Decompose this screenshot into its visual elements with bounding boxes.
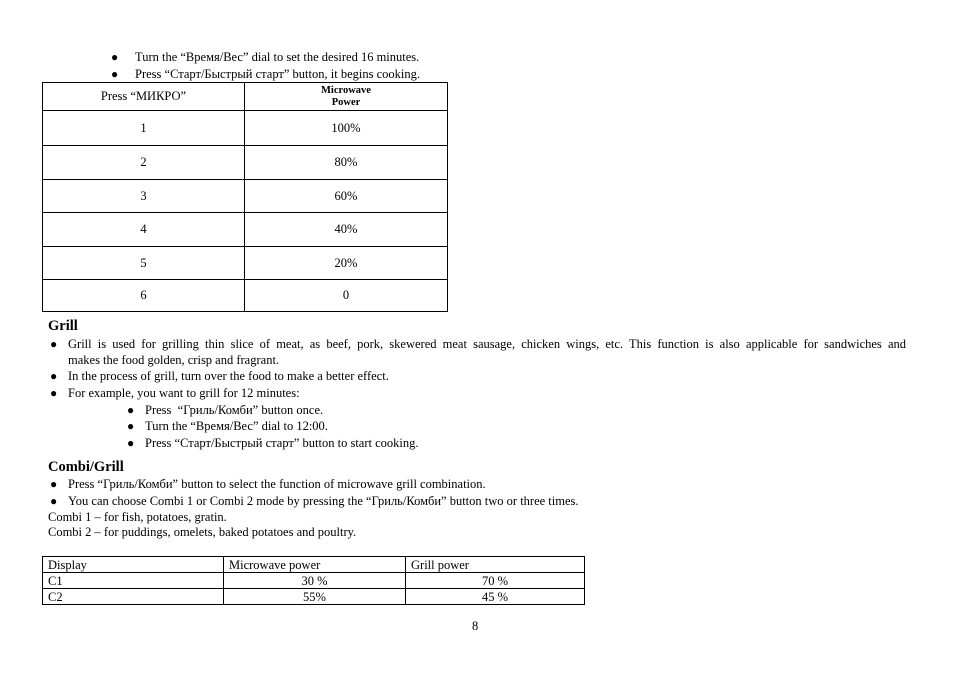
press-count-cell: 2 bbox=[43, 146, 245, 180]
press-count-cell: 5 bbox=[43, 247, 245, 280]
power-cell: 0 bbox=[245, 280, 448, 312]
header-display: Display bbox=[43, 557, 224, 573]
power-cell: 100% bbox=[245, 111, 448, 146]
grill-power-cell: 45 % bbox=[406, 589, 585, 605]
bullet-dot: ● bbox=[50, 337, 58, 351]
grill-bullet-1-line-2: makes the food golden, crisp and fragrant. bbox=[68, 353, 280, 367]
bullet-dot: ● bbox=[111, 67, 119, 81]
grill-bullet-3: For example, you want to grill for 12 minutes: bbox=[68, 386, 300, 400]
table-row bbox=[43, 589, 585, 605]
intro-bullet-1: Turn the “Время/Вес” dial to set the desired 16 minutes. bbox=[135, 50, 420, 64]
combi-2-description: Combi 2 – for puddings, omelets, baked potatoes and poultry. bbox=[48, 525, 357, 539]
microwave-power-table bbox=[42, 82, 448, 312]
header-microwave-power: Microwave power bbox=[224, 557, 406, 573]
header-press-micro: Press “МИКРО” bbox=[43, 83, 245, 111]
table-header-row bbox=[43, 557, 585, 573]
table-row bbox=[43, 146, 448, 180]
display-cell: C1 bbox=[43, 573, 224, 589]
table-row bbox=[43, 247, 448, 280]
page-number: 8 bbox=[472, 619, 479, 633]
press-count-cell: 6 bbox=[43, 280, 245, 312]
intro-bullet-2: Press “Старт/Быстрый старт” button, it begins cooking. bbox=[135, 67, 420, 81]
power-cell: 40% bbox=[245, 213, 448, 247]
bullet-dot: ● bbox=[50, 494, 58, 508]
grill-power-cell: 70 % bbox=[406, 573, 585, 589]
microwave-power-cell: 55% bbox=[224, 589, 406, 605]
grill-bullet-2: In the process of grill, turn over the food to make a better effect. bbox=[68, 369, 389, 383]
power-cell: 20% bbox=[245, 247, 448, 280]
bullet-dot: ● bbox=[127, 436, 135, 450]
header-power-label: Power bbox=[331, 96, 361, 108]
table-row bbox=[43, 573, 585, 589]
bullet-dot: ● bbox=[111, 50, 119, 64]
combi-bullet-2: You can choose Combi 1 or Combi 2 mode by pressing the “Гриль/Комби” button two or three times. bbox=[68, 494, 579, 508]
header-microwave-power bbox=[245, 83, 448, 111]
grill-heading: Grill bbox=[48, 318, 78, 334]
table-row bbox=[43, 213, 448, 247]
table-header-row bbox=[43, 83, 448, 111]
bullet-dot: ● bbox=[50, 477, 58, 491]
header-grill-power: Grill power bbox=[406, 557, 585, 573]
table-row bbox=[43, 180, 448, 213]
microwave-power-cell: 30 % bbox=[224, 573, 406, 589]
press-count-cell: 4 bbox=[43, 213, 245, 247]
combi-bullet-1: Press “Гриль/Комби” button to select the function of microwave grill combination. bbox=[68, 477, 486, 491]
combi-1-description: Combi 1 – for fish, potatoes, gratin. bbox=[48, 510, 227, 524]
press-count-cell: 1 bbox=[43, 111, 245, 146]
bullet-dot: ● bbox=[127, 419, 135, 433]
combi-power-table bbox=[42, 556, 585, 605]
press-count-cell: 3 bbox=[43, 180, 245, 213]
grill-step-2: Turn the “Время/Вес” dial to 12:00. bbox=[145, 419, 328, 433]
bullet-dot: ● bbox=[50, 369, 58, 383]
grill-bullet-1-line-1: Grill is used for grilling thin slice of meat, as beef, pork, skewered meat sausage, chicken wings, etc. This function is also applicable for sandwiches and bbox=[68, 337, 906, 351]
table-row bbox=[43, 280, 448, 312]
display-cell: C2 bbox=[43, 589, 224, 605]
header-microwave-label: Microwave bbox=[321, 84, 371, 96]
table-row bbox=[43, 111, 448, 146]
combi-grill-heading: Combi/Grill bbox=[48, 459, 124, 475]
power-cell: 80% bbox=[245, 146, 448, 180]
grill-step-1: Press “Гриль/Комби” button once. bbox=[145, 403, 324, 417]
bullet-dot: ● bbox=[127, 403, 135, 417]
bullet-dot: ● bbox=[50, 386, 58, 400]
grill-step-3: Press “Старт/Быстрый старт” button to start cooking. bbox=[145, 436, 419, 450]
power-cell: 60% bbox=[245, 180, 448, 213]
